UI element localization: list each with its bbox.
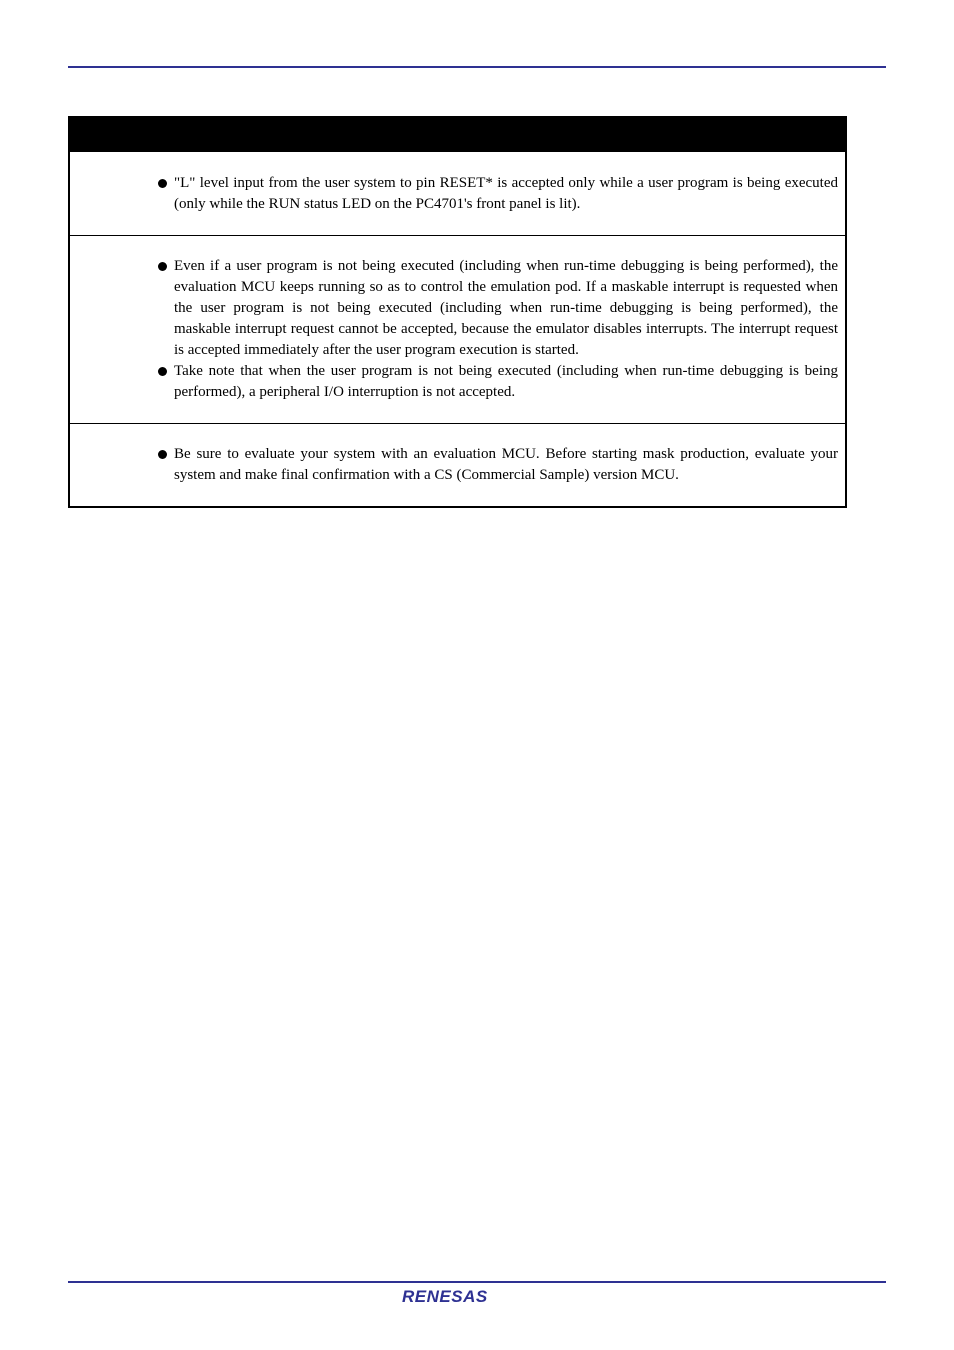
note-item xyxy=(156,173,838,215)
table-body xyxy=(68,150,847,508)
note-item xyxy=(156,444,838,486)
note-text: "L" level input from the user system to pin RESET* is accepted only while a user program is being executed (only while the RUN status LED on the PC4701's front panel is lit). xyxy=(174,175,838,212)
note-item xyxy=(156,256,838,361)
note-item xyxy=(156,361,838,403)
bullet-icon xyxy=(158,262,167,271)
note-row-interrupt xyxy=(70,235,845,423)
note-text: Even if a user program is not being executed (including when run-time debugging is being performed), the evaluation MCU keeps running so as to control the emulation pod. If a maskable interrupt is requested when the user program is not being executed (including when run-time debugging is being performed), the maskable interrupt request cannot be accepted, because the emulator disables interrupts. The interrupt request is accepted immediately after the user program execution is started. xyxy=(174,258,838,358)
header-rule xyxy=(68,66,886,68)
note-text: Be sure to evaluate your system with an evaluation MCU. Before starting mask production, evaluate your system and make final confirmation with a CS (Commercial Sample) version MCU. xyxy=(174,446,838,483)
renesas-logo-icon xyxy=(398,1286,510,1306)
note-row-evaluation xyxy=(70,423,845,506)
note-text: Take note that when the user program is not being executed (including when run-time debugging is being performed), a peripheral I/O interruption is not accepted. xyxy=(174,363,838,400)
footer-rule xyxy=(68,1281,886,1283)
table-header-bar xyxy=(68,116,847,150)
notes-table xyxy=(68,116,847,508)
logo-text: RENESAS xyxy=(402,1287,488,1306)
note-row-reset xyxy=(70,150,845,235)
bullet-icon xyxy=(158,367,167,376)
bullet-icon xyxy=(158,179,167,188)
bullet-icon xyxy=(158,450,167,459)
renesas-logo xyxy=(398,1286,510,1306)
